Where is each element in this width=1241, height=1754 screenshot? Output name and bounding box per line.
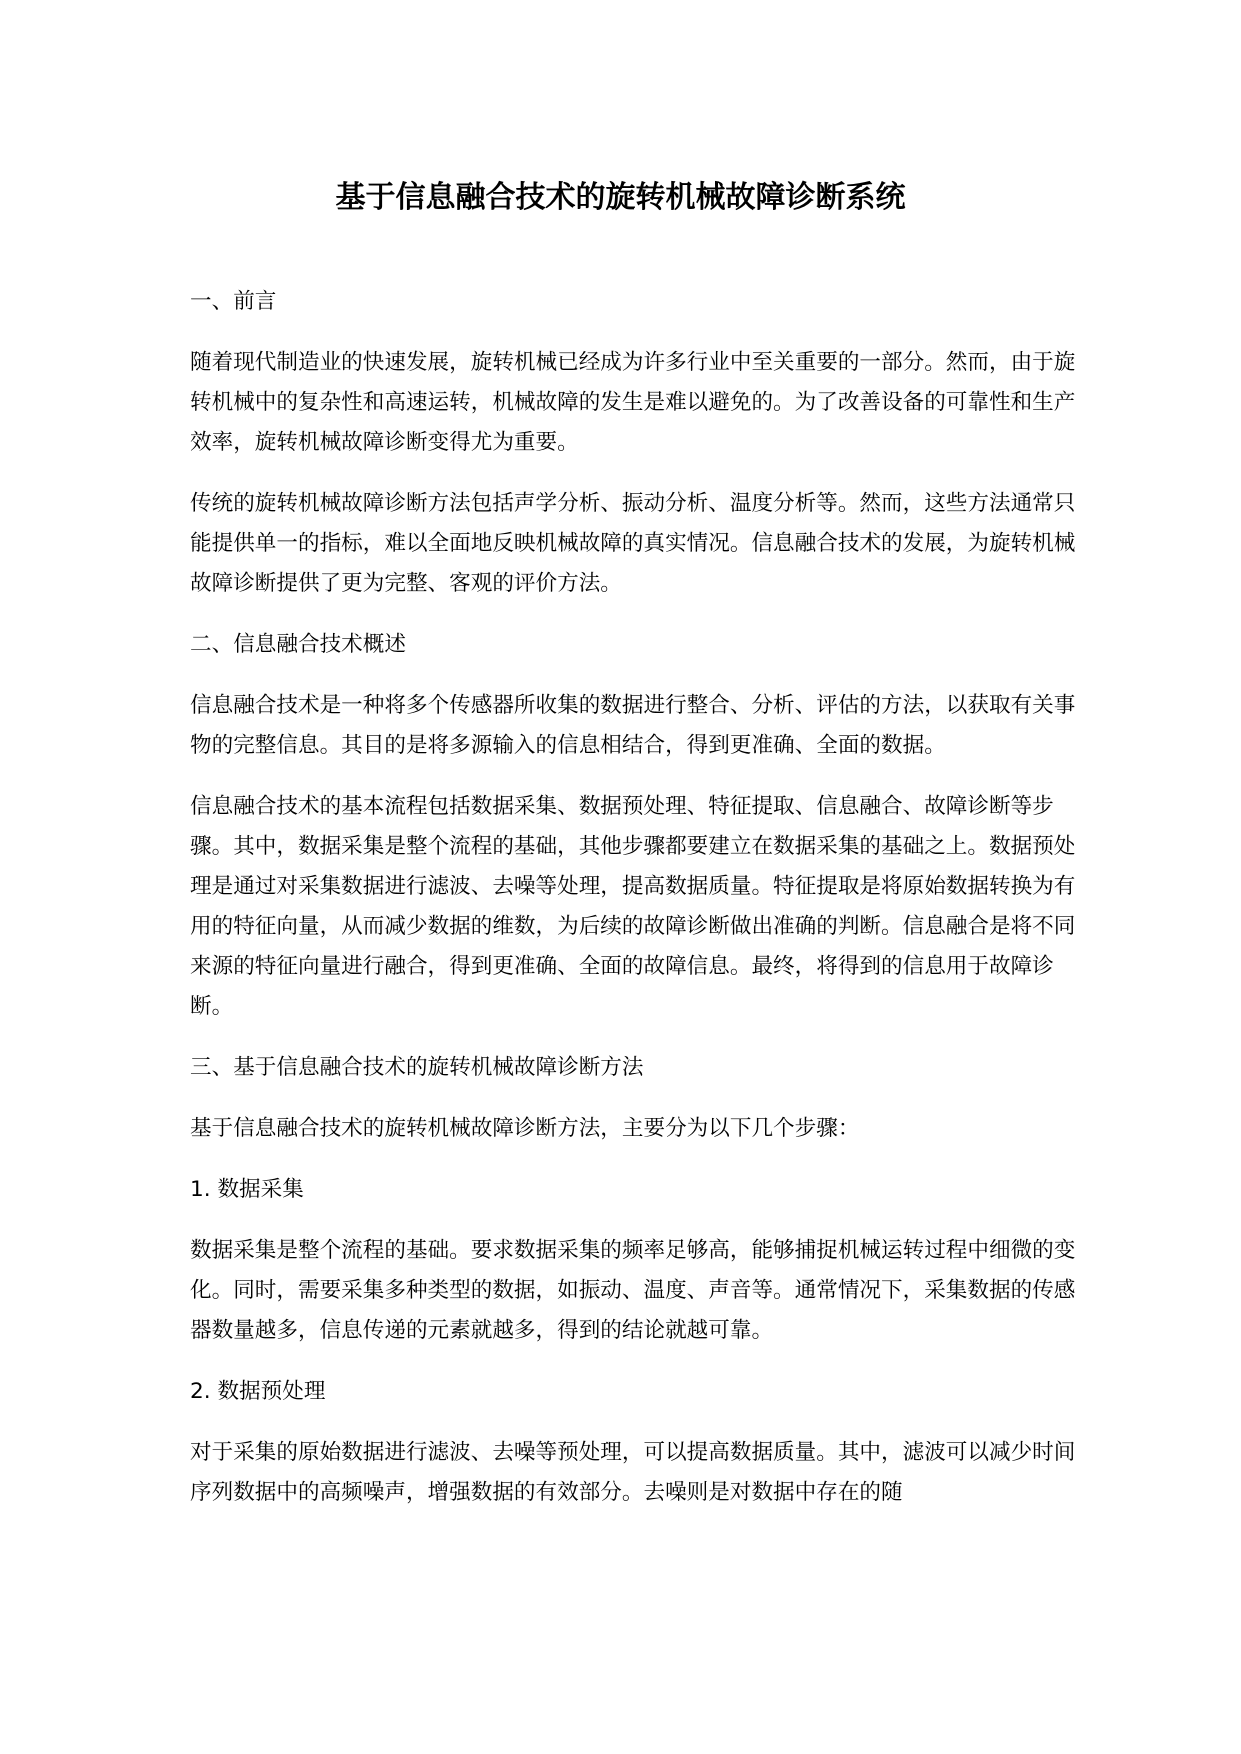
subsection-heading-preprocessing: 2. 数据预处理 [190,1379,326,1404]
paragraph: 信息融合技术是一种将多个传感器所收集的数据进行整合、分析、评估的方法，以获取有关事物的完整信息。其目的是将多源输入的信息相结合，得到更准确、全面的数据。 [190,693,1076,758]
section-heading-method: 三、基于信息融合技术的旋转机械故障诊断方法 [190,1055,644,1080]
document-title: 基于信息融合技术的旋转机械故障诊断系统 [335,180,906,215]
paragraph: 数据采集是整个流程的基础。要求数据采集的频率足够高，能够捕捉机械运转过程中细微的变化。同时，需要采集多种类型的数据，如振动、温度、声音等。通常情况下，采集数据的传感器数量越多，信息传递的元素就越多，得到的结论就越可靠。 [190,1238,1076,1343]
paragraph: 基于信息融合技术的旋转机械故障诊断方法，主要分为以下几个步骤： [190,1116,860,1141]
section-heading-preface: 一、前言 [190,289,277,314]
document-body [190,282,1090,1534]
paragraph: 随着现代制造业的快速发展，旋转机械已经成为许多行业中至关重要的一部分。然而，由于旋转机械中的复杂性和高速运转，机械故障的发生是难以避免的。为了改善设备的可靠性和生产效率，旋转机械故障诊断变得尤为重要。 [190,350,1076,455]
subsection-heading-data-collection: 1. 数据采集 [190,1177,304,1202]
section-heading-overview: 二、信息融合技术概述 [190,632,406,657]
paragraph: 信息融合技术的基本流程包括数据采集、数据预处理、特征提取、信息融合、故障诊断等步骤。其中，数据采集是整个流程的基础，其他步骤都要建立在数据采集的基础之上。数据预处理是通过对采集数据进行滤波、去噪等处理，提高数据质量。特征提取是将原始数据转换为有用的特征向量，从而减少数据的维数，为后续的故障诊断做出准确的判断。信息融合是将不同来源的特征向量进行融合，得到更准确、全面的故障信息。最终，将得到的信息用于故障诊断。 [190,794,1076,1019]
paragraph: 对于采集的原始数据进行滤波、去噪等预处理，可以提高数据质量。其中，滤波可以减少时间序列数据中的高频噪声，增强数据的有效部分。去噪则是对数据中存在的随 [190,1440,1076,1505]
paragraph: 传统的旋转机械故障诊断方法包括声学分析、振动分析、温度分析等。然而，这些方法通常只能提供单一的指标，难以全面地反映机械故障的真实情况。信息融合技术的发展，为旋转机械故障诊断提供了更为完整、客观的评价方法。 [190,491,1076,596]
